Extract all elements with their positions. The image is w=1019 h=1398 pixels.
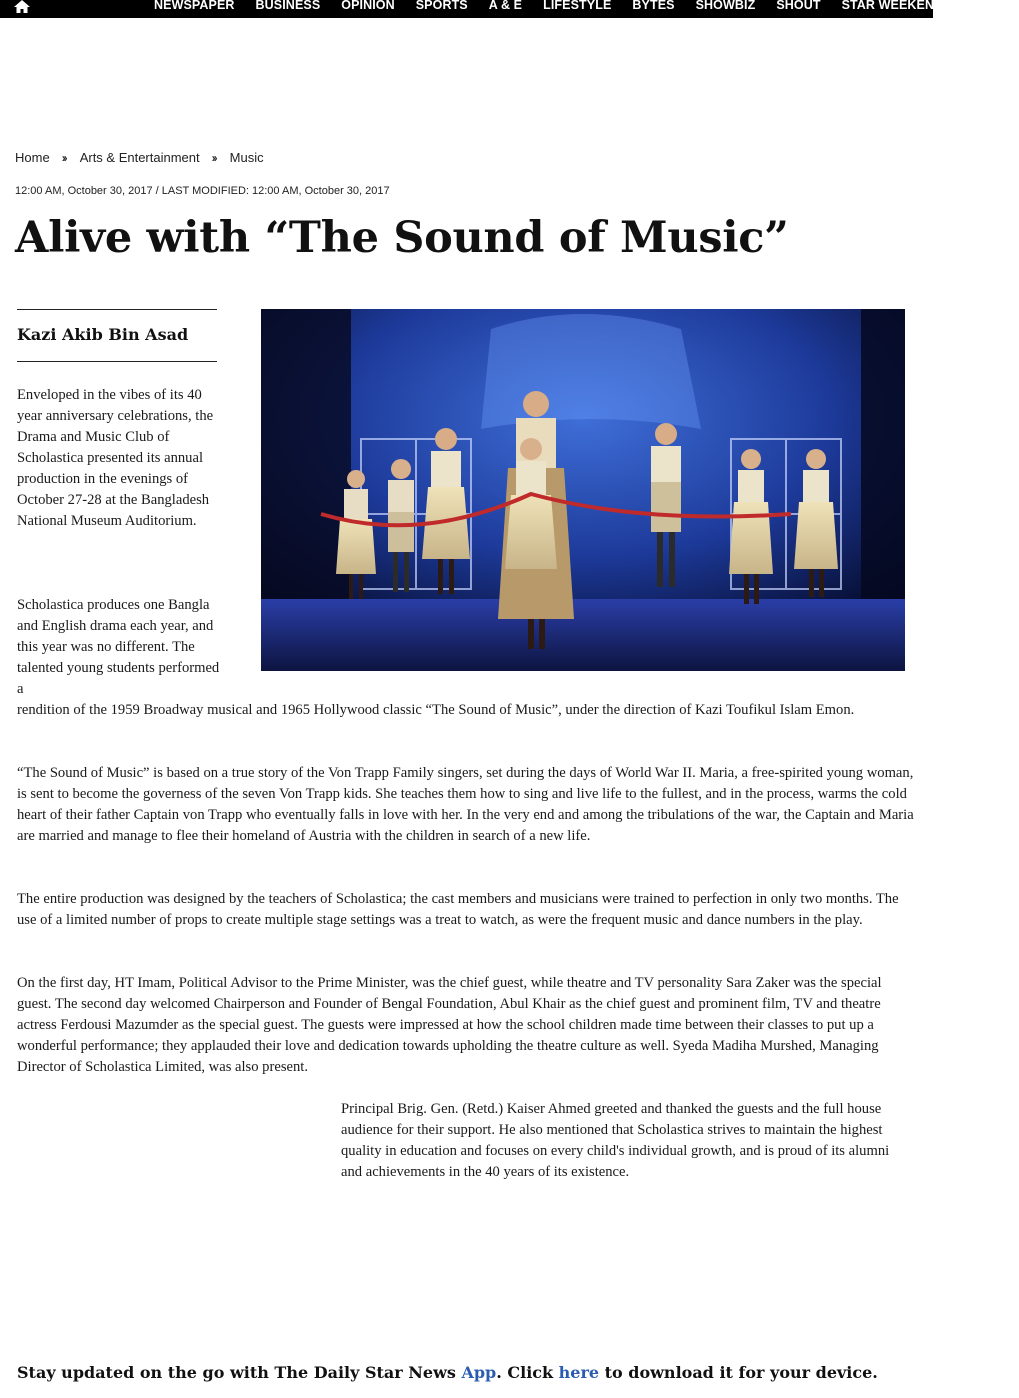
cta-text: . Click [496, 1363, 559, 1382]
breadcrumb-arts-entertainment[interactable]: Arts & Entertainment [79, 150, 200, 165]
home-icon[interactable] [14, 0, 30, 14]
nav-item-lifestyle[interactable]: LIFESTYLE [543, 0, 612, 12]
article-paragraph: Principal Brig. Gen. (Retd.) Kaiser Ahmed greeted and thanked the guests and the full house audience for their support. He also mentioned that Scholastica strives to maintain the highest quality in education and focuses on every child's individual growth, and is proud of its alumni and achievements in the 40 years of its existence. [341, 1101, 890, 1180]
article-paragraph: On the first day, HT Imam, Political Advisor to the Prime Minister, was the chief guest, while theatre and TV personality Sara Zaker was the special guest. The second day welcomed Chairperson and Founder of Bengal Foundation, Abul Khair as the chief guest and prominent film, TV and theatre actress Ferdousi Mazumder as the special guest. The guests were impressed at how the school children made time between their classes to put up a wonderful performance; they applauded their love and dedication towards upholding the theatre culture as well. Syeda Madiha Murshed, Managing Director of Scholastica Limited, was also present. [17, 975, 882, 1075]
cta-text: to download it for your device. [599, 1363, 878, 1382]
article-paragraph: “The Sound of Music” is based on a true story of the Von Trapp Family singers, set during the days of World War II. Maria, a free-spirited young woman, is sent to become the governess of the seven Von Trapp kids. She teaches them how to sing and live life to the fullest, and in the process, warms the cold heart of their father Captain von Trapp who eventually falls in love with her. In the very end and among the tribulations of the war, the Captain and Maria are married and manage to flee their homeland of Austria with the children in search of a new life. [17, 765, 914, 844]
nav-item-star-weekend[interactable]: STAR WEEKEND [841, 0, 944, 12]
article-timestamp: 12:00 AM, October 30, 2017 / LAST MODIFIED: 12:00 AM, October 30, 2017 [15, 185, 390, 197]
article-title: Alive with “The Sound of Music” [15, 213, 789, 263]
article-photo [261, 309, 905, 671]
nav-item-star[interactable]: STAR [964, 0, 998, 12]
nav-item-sports[interactable]: SPORTS [415, 0, 468, 12]
top-nav-bar [0, 0, 998, 18]
article-paragraph: Enveloped in the vibes of its 40 year anniversary celebrations, the Drama and Music Club of Scholastica presented its annual production in the evenings of October 27-28 at the Bangladesh National Museum Auditorium. [17, 387, 214, 529]
breadcrumb-home[interactable]: Home [15, 150, 50, 165]
nav-item-showbiz[interactable]: SHOWBIZ [695, 0, 756, 12]
app-link[interactable]: App [461, 1363, 497, 1382]
double-chevron-right-icon: ›› [61, 150, 66, 165]
divider [17, 361, 217, 362]
nav-item-shout[interactable]: SHOUT [776, 0, 821, 12]
nav-item-arts-entertainment[interactable]: A & E [488, 0, 523, 12]
app-download-cta [17, 1363, 878, 1382]
article-paragraph-continued: rendition of the 1959 Broadway musical and 1965 Hollywood classic “The Sound of Music”, under the direction of Kazi Toufikul Islam Emon. [17, 702, 855, 718]
cta-text: Stay updated on the go with The Daily Star News [17, 1363, 462, 1382]
breadcrumb [15, 150, 264, 165]
article-paragraph: The entire production was designed by the teachers of Scholastica; the cast members and musicians were trained to perfection in only two months. The use of a limited number of props to create multiple stage settings was a treat to watch, as were the frequent music and dance numbers in the play. [17, 891, 899, 928]
nav-item-opinion[interactable]: OPINION [341, 0, 395, 12]
download-here-link[interactable]: here [558, 1363, 600, 1382]
article-paragraph: Scholastica produces one Bangla and English drama each year, and this year was no different. The talented young students performed a [17, 597, 220, 697]
divider [17, 309, 217, 310]
nav-item-bytes[interactable]: BYTES [632, 0, 675, 12]
nav-menu [154, 0, 1019, 13]
stage-performance-image [261, 309, 905, 671]
double-chevron-right-icon: ›› [211, 150, 216, 165]
breadcrumb-music[interactable]: Music [229, 150, 264, 165]
nav-item-business[interactable]: BUSINESS [255, 0, 321, 12]
nav-item-newspaper[interactable]: NEWSPAPER [154, 0, 235, 12]
author-name[interactable]: Kazi Akib Bin Asad [17, 325, 189, 344]
